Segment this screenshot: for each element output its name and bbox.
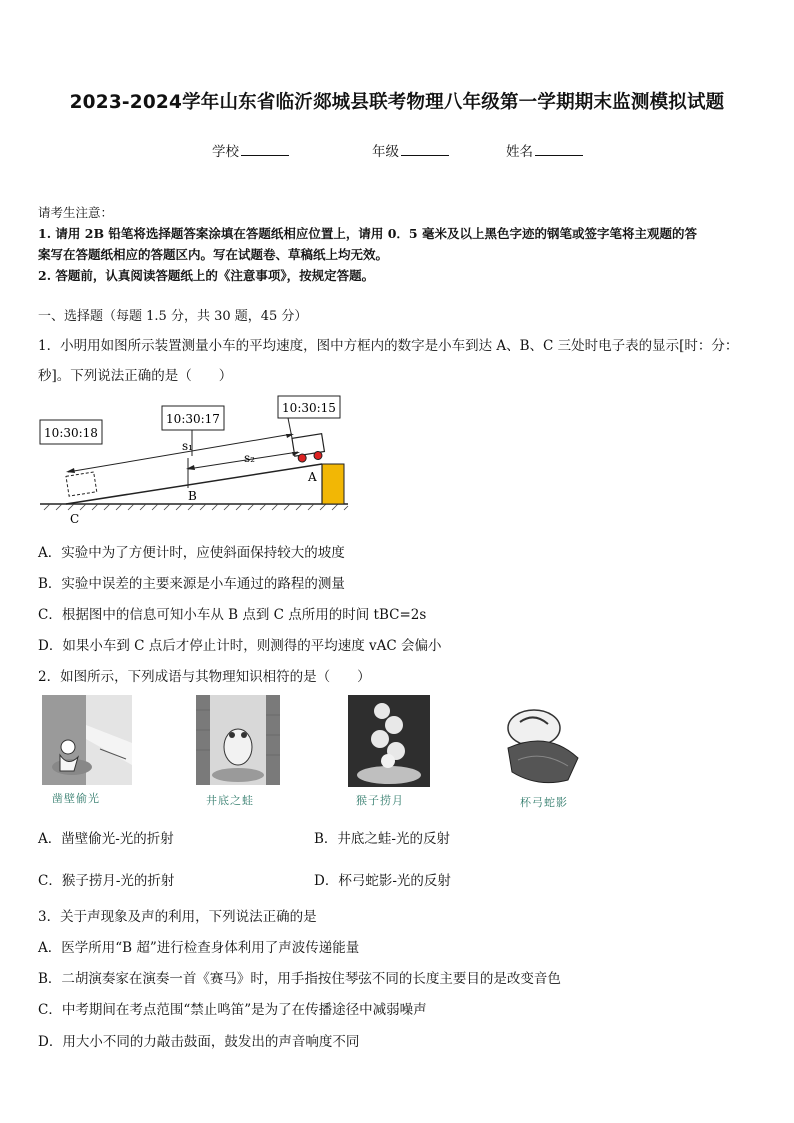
label-b: B — [188, 489, 197, 503]
caption-zaobi-touguang: 凿壁偷光 — [52, 792, 100, 805]
q1-option-a: A．实验中为了方便计时，应使斜面保持较大的坡度 — [38, 545, 345, 561]
notice-heading: 请考生注意： — [38, 205, 114, 220]
picture-beigong-sheying — [498, 700, 584, 788]
label-c: C — [70, 512, 80, 526]
notice-item1-line2: 案写在答题纸相应的答题区内。写在试题卷、草稿纸上均无效。 — [38, 247, 389, 262]
label-s1: s₁ — [182, 439, 193, 453]
caption-jingdi-zhiwa: 井底之蛙 — [206, 794, 254, 807]
q3-stem: 3．关于声现象及声的利用，下列说法正确的是 — [38, 909, 317, 925]
q3-option-a: A．医学所用“B 超”进行检查身体利用了声波传递能量 — [38, 940, 360, 956]
caption-houzi-laoyue: 猴子捞月 — [356, 794, 404, 807]
q3-option-c: C．中考期间在考点范围“禁止鸣笛”是为了在传播途径中减弱噪声 — [38, 1002, 427, 1018]
q2-option-a: A．凿壁偷光-光的折射 — [38, 831, 174, 847]
picture-jingdi-zhiwa — [196, 695, 280, 785]
q2-stem: 2．如图所示，下列成语与其物理知识相符的是（ ） — [38, 669, 371, 685]
q2-option-c: C．猴子捞月-光的折射 — [38, 873, 175, 889]
school-field — [212, 140, 289, 160]
q3-option-d: D．用大小不同的力敲击鼓面，鼓发出的声音响度不同 — [38, 1034, 360, 1050]
notice-item2: 2. 答题前，认真阅读答题纸上的《注意事项》，按规定答题。 — [38, 268, 375, 283]
page-title: 2023-2024学年山东省临沂郯城县联考物理八年级第一学期期末监测模拟试题 — [69, 92, 725, 113]
q1-option-d: D．如果小车到 C 点后才停止计时，则测得的平均速度 vAC 会偏小 — [38, 638, 442, 654]
q1-stem-line1: 1．小明用如图所示装置测量小车的平均速度，图中方框内的数字是小车到达 A、B、C 三处时电子表的显示[时：分： — [38, 338, 739, 354]
time-label-c: 10:30:18 — [44, 426, 98, 440]
name-field — [506, 140, 583, 160]
grade-label: 年级 — [372, 144, 399, 160]
q1-stem-line2: 秒]。下列说法正确的是（ ） — [38, 368, 233, 384]
name-label: 姓名 — [506, 144, 533, 160]
notice-item1-line1: 1. 请用 2B 铅笔将选择题答案涂填在答题纸相应位置上，请用 0．5 毫米及以上黑色字迹的钢笔或签字笔将主观题的答 — [38, 226, 697, 241]
time-label-a: 10:30:15 — [282, 401, 336, 415]
name-blank — [535, 143, 583, 156]
caption-beigong-sheying: 杯弓蛇影 — [520, 796, 568, 809]
picture-zaobi-touguang — [42, 695, 132, 785]
q2-option-b: B．井底之蛙-光的反射 — [314, 831, 450, 847]
q2-option-d: D．杯弓蛇影-光的反射 — [314, 873, 451, 889]
grade-blank — [401, 143, 449, 156]
label-a: A — [308, 470, 317, 484]
q3-option-b: B．二胡演奏家在演奏一首《赛马》时，用手指按住琴弦不同的长度主要目的是改变音色 — [38, 971, 561, 987]
school-label: 学校 — [212, 144, 239, 160]
school-blank — [241, 143, 289, 156]
label-s2: s₂ — [244, 451, 255, 465]
q1-option-c: C．根据图中的信息可知小车从 B 点到 C 点所用的时间 tBC=2s — [38, 607, 427, 623]
time-label-b: 10:30:17 — [166, 412, 220, 426]
picture-houzi-laoyue — [348, 695, 430, 787]
q1-option-b: B．实验中误差的主要来源是小车通过的路程的测量 — [38, 576, 345, 592]
grade-field — [372, 140, 449, 160]
q1-incline-figure — [30, 392, 360, 532]
section-heading: 一、选择题（每题 1.5 分，共 30 题，45 分） — [38, 309, 308, 324]
